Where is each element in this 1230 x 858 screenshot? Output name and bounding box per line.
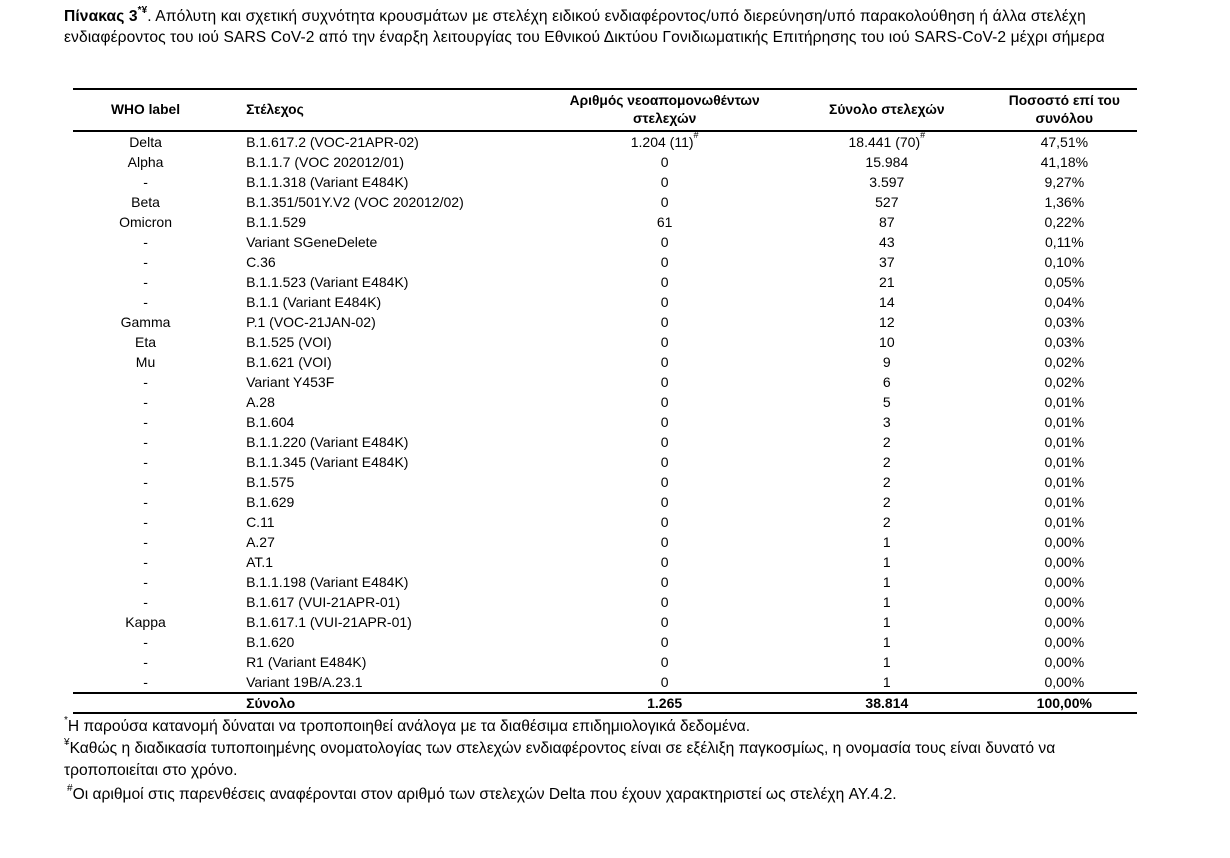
- who-cell: -: [143, 254, 148, 270]
- total-cell: 6: [882, 374, 891, 390]
- lineage-cell: B.1.1.318 (Variant E484K): [246, 174, 409, 190]
- total-cell: 1: [882, 634, 891, 650]
- table-caption: [64, 6, 1154, 48]
- who-cell: -: [143, 654, 148, 670]
- new-isolates-cell: 0: [660, 374, 669, 390]
- table-row: [73, 272, 1137, 292]
- percent-cell: 9,27%: [1044, 174, 1085, 190]
- who-cell: Alpha: [127, 154, 164, 170]
- total-cell: 3: [882, 414, 891, 430]
- header-percent: Ποσοστό επί του συνόλου: [992, 89, 1137, 131]
- lineage-cell: B.1.621 (VOI): [246, 354, 332, 370]
- total-cell: 1: [882, 674, 891, 690]
- lineage-cell: B.1.617.2 (VOC-21APR-02): [246, 134, 419, 150]
- total-cell: 2: [882, 514, 891, 530]
- table-row: [73, 392, 1137, 412]
- total-cell: 18.441 (70)#: [848, 130, 926, 150]
- table-row: [73, 432, 1137, 452]
- footnote-1: *Η παρούσα κατανομή δύναται να τροποποιηθεί ανάλογα με τα διαθέσιμα επιδημιολογικά δεδομένα.: [64, 715, 751, 735]
- table-row: [73, 192, 1137, 212]
- new-isolates-cell: 0: [660, 314, 669, 330]
- new-isolates-cell: 0: [660, 634, 669, 650]
- lineage-cell: AT.1: [246, 554, 274, 570]
- total-cell: 2: [882, 474, 891, 490]
- percent-cell: 0,00%: [1044, 634, 1085, 650]
- percent-cell: 0,01%: [1044, 454, 1085, 470]
- table-row: [73, 352, 1137, 372]
- lineage-cell: B.1.617.1 (VUI-21APR-01): [246, 614, 412, 630]
- table-row: [73, 592, 1137, 612]
- total-cell: 5: [882, 394, 891, 410]
- lineage-cell: Variant Y453F: [246, 374, 335, 390]
- who-cell: -: [143, 374, 148, 390]
- lineage-cell: C.11: [246, 514, 275, 530]
- new-isolates-cell: 0: [660, 174, 669, 190]
- percent-cell: 0,01%: [1044, 474, 1085, 490]
- percent-cell: 0,00%: [1044, 554, 1085, 570]
- header-total: Σύνολο στελεχών: [782, 89, 992, 131]
- who-cell: -: [143, 414, 148, 430]
- percent-cell: 0,01%: [1044, 394, 1085, 410]
- lineage-cell: C.36: [246, 254, 276, 270]
- table-row: [73, 472, 1137, 492]
- table-row: [73, 652, 1137, 672]
- who-cell: -: [143, 554, 148, 570]
- footnote-2: ¥Καθώς η διαδικασία τυποποιημένης ονοματολογίας των στελεχών ενδιαφέροντος είναι σε εξέλιξη παγκοσμίως, η ονομασία τους είναι δυνατό να τροποποιείται στο χρόνο.: [64, 737, 1056, 779]
- percent-cell: 41,18%: [1040, 154, 1089, 170]
- caption-text: . Απόλυτη και σχετική συχνότητα κρουσμάτων με στελέχη ειδικού ενδιαφέροντος/υπό διερεύνηση/υπό παρακολούθηση ή άλλα στελέχη ενδιαφέροντος του ιού SARS CoV-2 από την έναρξη λειτουργίας του Εθνικού Δικτύου Γονιδιωματικής Επιτήρησης του ιού SARS-CoV-2 μέχρι σήμερα: [64, 8, 1105, 46]
- new-isolates-cell: 0: [660, 454, 669, 470]
- table-body: [73, 131, 1137, 693]
- new-isolates-cell: 0: [660, 414, 669, 430]
- lineage-cell: B.1.1.345 (Variant E484K): [246, 454, 409, 470]
- who-cell: -: [143, 234, 148, 250]
- new-isolates-cell: 0: [660, 434, 669, 450]
- total-cell: 3.597: [869, 174, 905, 190]
- lineage-cell: B.1.1 (Variant E484K): [246, 294, 382, 310]
- lineage-cell: B.1.604: [246, 414, 295, 430]
- lineage-cell: B.1.1.198 (Variant E484K): [246, 574, 409, 590]
- who-cell: -: [143, 534, 148, 550]
- variants-table: [73, 88, 1137, 714]
- who-cell: -: [143, 474, 148, 490]
- table-header-row: [73, 89, 1137, 131]
- percent-cell: 0,11%: [1044, 234, 1084, 250]
- percent-cell: 0,03%: [1044, 314, 1085, 330]
- new-isolates-cell: 0: [660, 494, 669, 510]
- new-isolates-cell: 0: [660, 554, 669, 570]
- who-cell: Gamma: [120, 314, 171, 330]
- caption-label: Πίνακας 3*¥: [64, 5, 148, 25]
- new-isolates-cell: 0: [660, 274, 669, 290]
- total-percent: 100,00%: [992, 693, 1137, 713]
- total-cell: 1: [882, 534, 891, 550]
- table-row: [73, 552, 1137, 572]
- total-cell: 2: [882, 494, 891, 510]
- new-isolates-cell: 0: [660, 234, 669, 250]
- new-isolates-cell: 1.204 (11)#: [630, 130, 699, 150]
- new-isolates-cell: 0: [660, 154, 669, 170]
- who-cell: -: [143, 454, 148, 470]
- lineage-cell: B.1.1.529: [246, 214, 306, 230]
- new-isolates-cell: 0: [660, 474, 669, 490]
- percent-cell: 0,01%: [1044, 494, 1085, 510]
- percent-cell: 0,05%: [1044, 274, 1085, 290]
- who-cell: -: [143, 634, 148, 650]
- lineage-cell: B.1.1.523 (Variant E484K): [246, 274, 409, 290]
- percent-cell: 0,00%: [1044, 674, 1085, 690]
- total-cell: 37: [879, 254, 895, 270]
- total-cell: 1: [882, 654, 891, 670]
- new-isolates-cell: 0: [660, 574, 669, 590]
- total-cell: 43: [879, 234, 895, 250]
- new-isolates-cell: 0: [660, 294, 669, 310]
- who-cell: -: [143, 294, 148, 310]
- header-who-label: WHO label: [73, 89, 218, 131]
- who-cell: -: [143, 594, 148, 610]
- lineage-cell: B.1.1.220 (Variant E484K): [246, 434, 409, 450]
- total-cell: 2: [882, 454, 891, 470]
- total-new-isolates: 1.265: [547, 693, 782, 713]
- header-new-isolates: Αριθμός νεοαπομονωθέντων στελεχών: [547, 89, 782, 131]
- lineage-cell: Variant SGeneDelete: [246, 234, 378, 250]
- table-row: [73, 612, 1137, 632]
- new-isolates-cell: 0: [660, 194, 669, 210]
- table-row: [73, 152, 1137, 172]
- total-total: 38.814: [782, 693, 992, 713]
- who-cell: -: [143, 394, 148, 410]
- percent-cell: 0,00%: [1044, 534, 1085, 550]
- new-isolates-cell: 0: [660, 334, 669, 350]
- who-cell: Beta: [131, 194, 160, 210]
- total-cell: 1: [882, 594, 891, 610]
- lineage-cell: B.1.575: [246, 474, 295, 490]
- lineage-cell: B.1.629: [246, 494, 295, 510]
- percent-cell: 0,00%: [1044, 574, 1085, 590]
- table-row: [73, 172, 1137, 192]
- total-cell: 9: [882, 354, 891, 370]
- table-row: [73, 332, 1137, 352]
- percent-cell: 0,01%: [1044, 434, 1085, 450]
- lineage-cell: B.1.620: [246, 634, 295, 650]
- who-cell: Mu: [135, 354, 156, 370]
- percent-cell: 0,00%: [1044, 594, 1085, 610]
- table-row: [73, 252, 1137, 272]
- table-row: [73, 312, 1137, 332]
- total-cell: 87: [879, 214, 895, 230]
- who-cell: -: [143, 514, 148, 530]
- total-label: Σύνολο: [218, 693, 547, 713]
- lineage-cell: B.1.351/501Y.V2 (VOC 202012/02): [246, 194, 464, 210]
- total-cell: 14: [879, 294, 895, 310]
- new-isolates-cell: 0: [660, 514, 669, 530]
- percent-cell: 0,02%: [1044, 354, 1085, 370]
- total-cell: 1: [882, 554, 891, 570]
- table-total-row: [73, 693, 1137, 713]
- who-cell: Eta: [135, 334, 157, 350]
- lineage-cell: B.1.1.7 (VOC 202012/01): [246, 154, 405, 170]
- new-isolates-cell: 0: [660, 534, 669, 550]
- who-cell: Omicron: [119, 214, 172, 230]
- new-isolates-cell: 0: [660, 654, 669, 670]
- percent-cell: 0,03%: [1044, 334, 1085, 350]
- percent-cell: 0,02%: [1044, 374, 1085, 390]
- table-row: [73, 452, 1137, 472]
- who-cell: -: [143, 494, 148, 510]
- table-row: [73, 532, 1137, 552]
- total-cell: 12: [879, 314, 895, 330]
- table-row: [73, 572, 1137, 592]
- percent-cell: 0,22%: [1044, 214, 1085, 230]
- table-row: [73, 131, 1137, 152]
- who-cell: -: [143, 674, 148, 690]
- total-cell: 15.984: [865, 154, 909, 170]
- table-row: [73, 632, 1137, 652]
- total-cell: 527: [875, 194, 899, 210]
- percent-cell: 1,36%: [1044, 194, 1085, 210]
- lineage-cell: A.27: [246, 534, 275, 550]
- percent-cell: 0,00%: [1044, 614, 1085, 630]
- lineage-cell: Variant 19B/A.23.1: [246, 674, 363, 690]
- percent-cell: 0,01%: [1044, 414, 1085, 430]
- table-row: [73, 372, 1137, 392]
- total-cell: 21: [879, 274, 895, 290]
- percent-cell: 0,10%: [1044, 254, 1085, 270]
- who-cell: -: [143, 574, 148, 590]
- table-row: [73, 492, 1137, 512]
- lineage-cell: P.1 (VOC-21JAN-02): [246, 314, 376, 330]
- who-cell: -: [143, 434, 148, 450]
- who-cell: Delta: [129, 134, 162, 150]
- new-isolates-cell: 0: [660, 354, 669, 370]
- percent-cell: 0,01%: [1044, 514, 1085, 530]
- total-cell: 2: [882, 434, 891, 450]
- table-row: [73, 512, 1137, 532]
- percent-cell: 0,00%: [1044, 654, 1085, 670]
- new-isolates-cell: 61: [656, 214, 673, 230]
- table-row: [73, 412, 1137, 432]
- table-row: [73, 232, 1137, 252]
- table-row: [73, 212, 1137, 232]
- who-cell: Kappa: [125, 614, 166, 630]
- new-isolates-cell: 0: [660, 394, 669, 410]
- who-cell: -: [143, 174, 148, 190]
- percent-cell: 0,04%: [1044, 294, 1085, 310]
- total-who-cell: [73, 693, 218, 713]
- table-row: [73, 672, 1137, 693]
- lineage-cell: B.1.617 (VUI-21APR-01): [246, 594, 401, 610]
- total-cell: 1: [882, 574, 891, 590]
- footnote-3: #Οι αριθμοί στις παρενθέσεις αναφέρονται στον αριθμό των στελεχών Delta που έχουν χαρακτηριστεί ως στελέχη AY.4.2.: [67, 783, 897, 803]
- lineage-cell: A.28: [246, 394, 275, 410]
- table-row: [73, 292, 1137, 312]
- header-lineage: Στέλεχος: [218, 89, 547, 131]
- new-isolates-cell: 0: [660, 254, 669, 270]
- lineage-cell: R1 (Variant E484K): [246, 654, 367, 670]
- new-isolates-cell: 0: [660, 594, 669, 610]
- total-cell: 1: [882, 614, 891, 630]
- footnotes: [64, 716, 1124, 806]
- who-cell: -: [143, 274, 148, 290]
- lineage-cell: B.1.525 (VOI): [246, 334, 332, 350]
- total-cell: 10: [879, 334, 895, 350]
- new-isolates-cell: 0: [660, 674, 669, 690]
- new-isolates-cell: 0: [660, 614, 669, 630]
- percent-cell: 47,51%: [1040, 134, 1089, 150]
